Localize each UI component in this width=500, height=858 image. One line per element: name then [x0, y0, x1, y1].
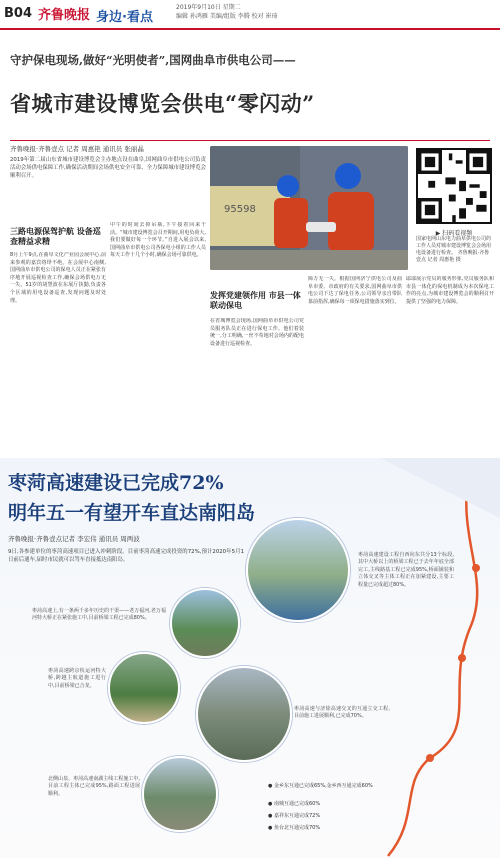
- story2-headline-2: 明年五一有望开车直达南阳岛: [8, 502, 256, 524]
- story2-lead: 9日,各参建单位的枣菏高速项目已进入冲刺阶段。目前枣菏高速完成投资的72%,预计2020年5月1日前后通车,届时市民就可以驾车直接抵达南阳岛。: [8, 549, 244, 563]
- section-title: 身边·看点: [96, 10, 153, 25]
- page-number: B04: [4, 6, 32, 21]
- photo-caption: 国家电网山东电力曲阜供电公司的工作人员对城市建设博览会会场用电设备进行检查。 齐鲁晚报·齐鲁壹点 记者 周惠艳 摄: [416, 236, 492, 263]
- bridge-photo-1: [246, 518, 350, 622]
- story2-byline: 齐鲁晚报·齐鲁壹点记者 李宏伟 通讯员 周两波: [8, 535, 140, 543]
- workers-image: [210, 146, 408, 270]
- story1-body-col3: 在省城博览会现场,国网曲阜市供电公司党员服务队员正在进行保电工作。他们着装统一,分工明确,一丝不苟地对会场内的配电设备进行巡视检查。: [210, 318, 304, 347]
- qr-caption: ▶ 扫码看视频: [435, 230, 473, 237]
- bridge-photo-2: [170, 588, 240, 658]
- note-1: 枣菏高速上,有一条两千多年历史的干渠——老万福河,老万福河特大桥正在紧张施工中,目前桥梁工程已完成80%。: [32, 608, 166, 622]
- bridge-photo-5: [142, 756, 218, 832]
- story1-body-col4: 障万无一失。根据国网济宁供电公司及曲阜市委、市政府的有关要求,国网曲阜市供电公司下达了保电任务,公司领导亲自带队靠前指挥,确保每一项保电措施落实到位。: [308, 276, 402, 305]
- note-5: 枣菏高速建设工程自西向东共分13个标段,其中大桥以上的桥梁工程已于去年年底全部完工,主线路基工程已完成95%,桥面铺装和立体交叉等主体工程正在加紧建设,主要工程量已完成超过80%。: [358, 552, 454, 588]
- issue-date: 2019年9月10日 星期二: [176, 4, 241, 11]
- bridge-photo-3: [108, 652, 180, 724]
- note-4: 北侧山泉、枣菏高速南湖主线工程施工中,目前工程主体已完成95%,路面工程进展顺利。: [48, 776, 140, 797]
- story1-body-col2: 中午的时间去掉吊瓶,下午接着回来干活。“城市建设博览会召开期间,用电负荷大,我们要做好每一个环节。”自进入展会以来,国网曲阜市供电公司各保电小组的工作人员每天工作十几个小时,确保会场可靠供电。: [110, 222, 206, 259]
- bullet-2: ● 南城互通已完成60%: [268, 801, 321, 807]
- story1-byline: 齐鲁晚报·齐鲁壹点 记者 周惠艳 通讯员 张丽晶: [10, 140, 490, 153]
- video-qr-code[interactable]: [416, 148, 492, 224]
- editor-credits: 编辑 孙鸿雁 美编/组版 李腾 校对 崔琦: [176, 13, 278, 20]
- story1-subhead-1: 三路电源保驾护航 设备巡查精益求精: [10, 226, 101, 246]
- story1-body-col1: 8月上午9点,在曲阜文化产业园会展中心,前来参观的嘉宾络绎不绝。在会展中心南侧,国网曲阜市供电公司的保电人员正在紧张有序地开展巡视检查工作,确保会场供电万无一失。51岁的胡慧波在东展厅执勤,负责各个区域的用电设备巡查,发现问题及时处理。: [10, 252, 106, 304]
- note-3: 枣菏高速与济徐高速交叉的互通立交工程,目前施工进展顺利,已完成70%。: [294, 706, 390, 720]
- issue-meta: [176, 3, 278, 21]
- story1-lead: 2019年第二届山东省城市建设博览会主办地点设在曲阜,国网曲阜市供电公司负责活动会场供电保障工作,确保活动期间会场供电安全可靠、全力保障城市建设博览会顺利召开。: [10, 157, 206, 179]
- qr-icon: [418, 150, 490, 222]
- newspaper-logo: 齐鲁晚报: [38, 8, 91, 23]
- story1-subhead-2: 发挥党建领作用 市县一体联动保电: [210, 290, 301, 310]
- bridge-photo-4: [196, 666, 292, 762]
- story1-photo: [210, 146, 408, 270]
- bullet-1: ● 金乡东互通已完成65%,金乡西互通完成60%: [268, 783, 373, 789]
- story2-headline-1: 枣菏高速建设已完成72%: [8, 472, 224, 494]
- story1-headline: 省城市建设博览会供电“零闪动”: [10, 91, 315, 116]
- bullet-3: ● 嘉祥东互通完成72%: [268, 813, 321, 819]
- story1-body-col5: 耶耶展示党员的服务形象,党员服务队和市县一体化的保电机制成为本次保电工作的亮点,为城市建设博览会的顺利召开提供了坚强的电力保障。: [406, 276, 494, 305]
- svg-text:95598: 95598: [224, 204, 256, 215]
- story1-kicker: 守护保电现场,做好“光明使者”,国网曲阜市供电公司——: [10, 53, 296, 67]
- bullet-4: ● 鱼台北互通完成70%: [268, 825, 321, 831]
- note-2: 枣菏高速跨京杭运河特大桥,跨越主航道施工进行中,目前桥梁已合龙。: [48, 668, 106, 689]
